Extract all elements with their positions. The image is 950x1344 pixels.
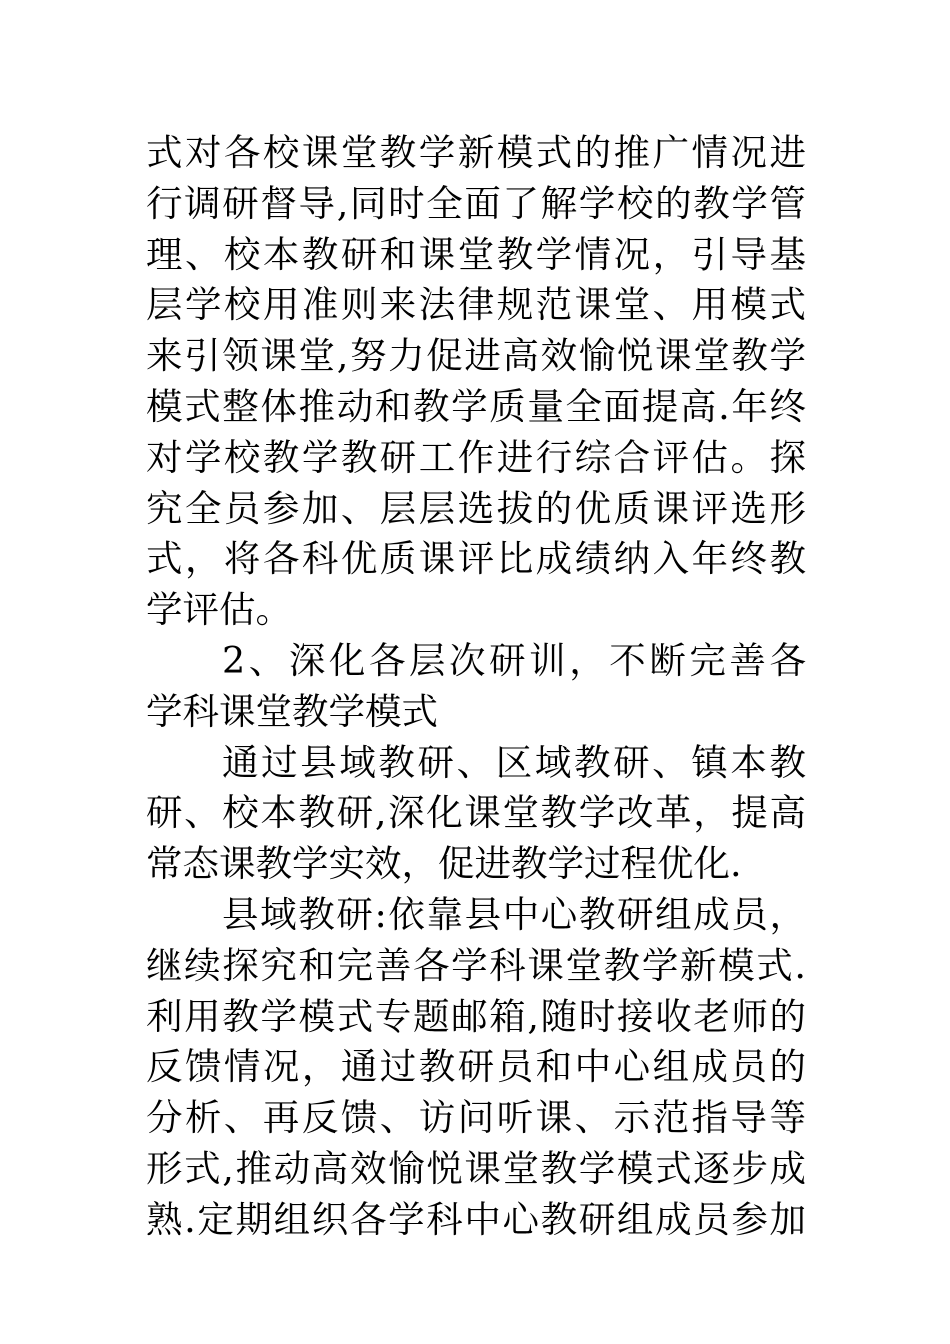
- text-line: 研、校本教研,深化课堂教学改革，提高: [146, 791, 806, 835]
- text-line: 对学校教学教研工作进行综合评估。探: [146, 435, 806, 479]
- text-line: 分析、再反馈、访问听课、示范指导等: [146, 1096, 806, 1140]
- section-heading-line: 2、深化各层次研训，不断完善各: [222, 638, 806, 682]
- text-line: 熟.定期组织各学科中心教研组成员参加: [146, 1197, 806, 1241]
- text-line: 究全员参加、层层选拔的优质课评选形: [146, 486, 806, 530]
- text-line: 利用教学模式专题邮箱,随时接收老师的: [146, 994, 806, 1038]
- text-line: 行调研督导,同时全面了解学校的教学管: [146, 181, 806, 225]
- text-line: 常态课教学实效，促进教学过程优化.: [146, 842, 742, 886]
- text-line: 学评估。: [146, 588, 292, 632]
- text-line: 通过县域教研、区域教研、镇本教: [222, 740, 806, 784]
- text-line: 县域教研:依靠县中心教研组成员，: [222, 892, 806, 936]
- text-line: 理、校本教研和课堂教学情况，引导基: [146, 232, 806, 276]
- text-line: 模式整体推动和教学质量全面提高.年终: [146, 384, 806, 428]
- text-line: 式，将各科优质课评比成绩纳入年终教: [146, 537, 806, 581]
- text-line: 来引领课堂,努力促进高效愉悦课堂教学: [146, 334, 806, 378]
- section-heading-line: 学科课堂教学模式: [146, 689, 438, 733]
- text-line: 式对各校课堂教学新模式的推广情况进: [146, 131, 806, 174]
- document-body: [146, 128, 806, 1246]
- text-line: 反馈情况，通过教研员和中心组成员的: [146, 1045, 806, 1089]
- text-line: 继续探究和完善各学科课堂教学新模式.: [146, 943, 806, 987]
- text-line: 层学校用准则来法律规范课堂、用模式: [146, 283, 806, 327]
- text-line: 形式,推动高效愉悦课堂教学模式逐步成: [146, 1146, 806, 1190]
